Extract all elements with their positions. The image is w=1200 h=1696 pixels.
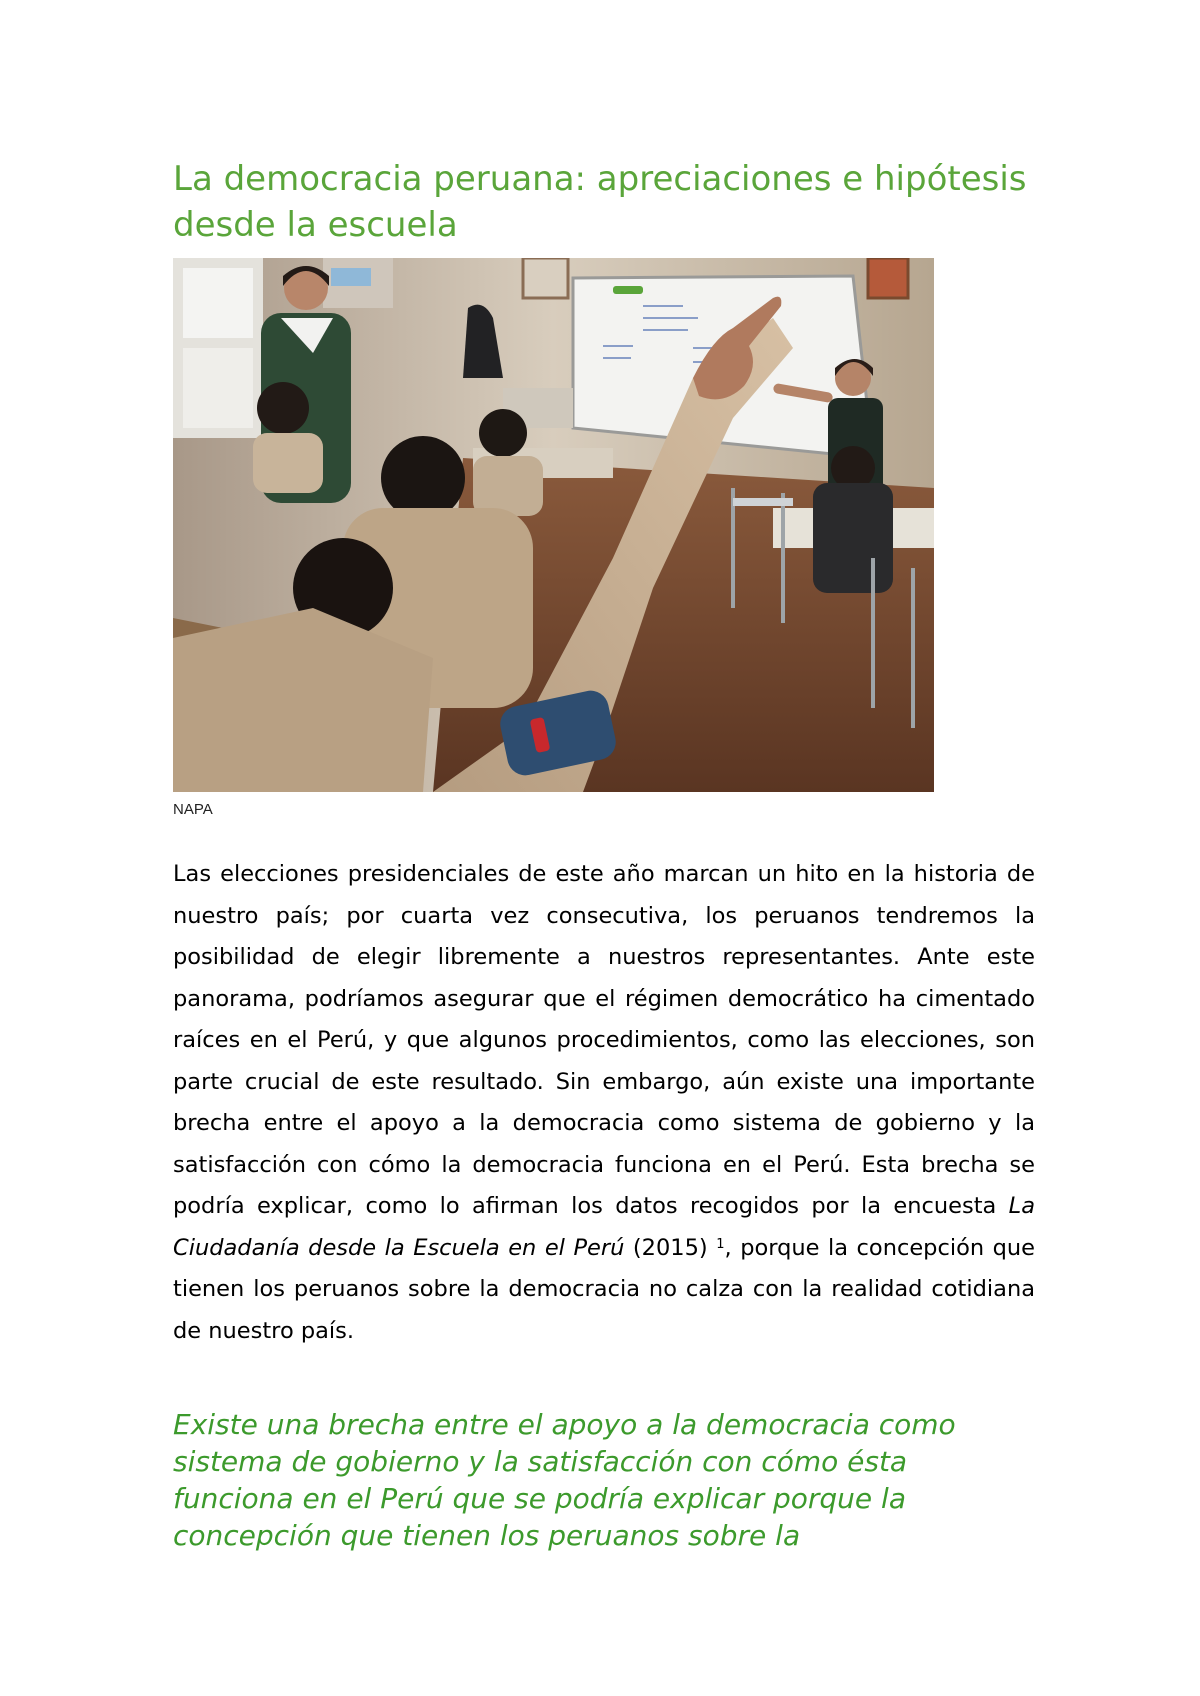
article-title: La democracia peruana: apreciaciones e hipótesis desde la escuela (173, 159, 1027, 245)
article-body (173, 854, 1035, 1352)
body-text-part3: , porque la concepción que tienen los peruanos sobre la democracia no calza con la realidad cotidiana de nuestro país. (173, 1234, 1036, 1344)
body-text-part1: Las elecciones presidenciales de este año marcan un hito en la historia de nuestro país; por cuarta vez consecutiva, los peruanos tendremos la posibilidad de elegir libremente a nuestros representantes. Ante este panorama, podríamos asegurar que el régimen democrático ha cimentado raíces en el Perú, y que algunos procedimientos, como las elecciones, son parte crucial de este resultado. Sin embargo, aún existe una importante brecha entre el apoyo a la democracia como sistema de gobierno y la satisfacción con cómo la democracia funciona en el Perú. Esta brecha se podría explicar, como lo afirman los datos recogidos por la encuesta (173, 861, 1035, 1219)
body-text-part2: (2015) (624, 1234, 717, 1261)
classroom-photo (173, 258, 934, 792)
photo-caption: NAPA (173, 801, 213, 818)
survey-title: La Ciudadanía desde la Escuela en el Perú (173, 1193, 1035, 1261)
pull-quote: Existe una brecha entre el apoyo a la democracia como sistema de gobierno y la satisfacción con cómo ésta funciona en el Perú que se podría explicar porque la concepción que tienen los peruanos sobre la (173, 1408, 956, 1552)
footnote-ref[interactable]: 1 (716, 1236, 725, 1252)
